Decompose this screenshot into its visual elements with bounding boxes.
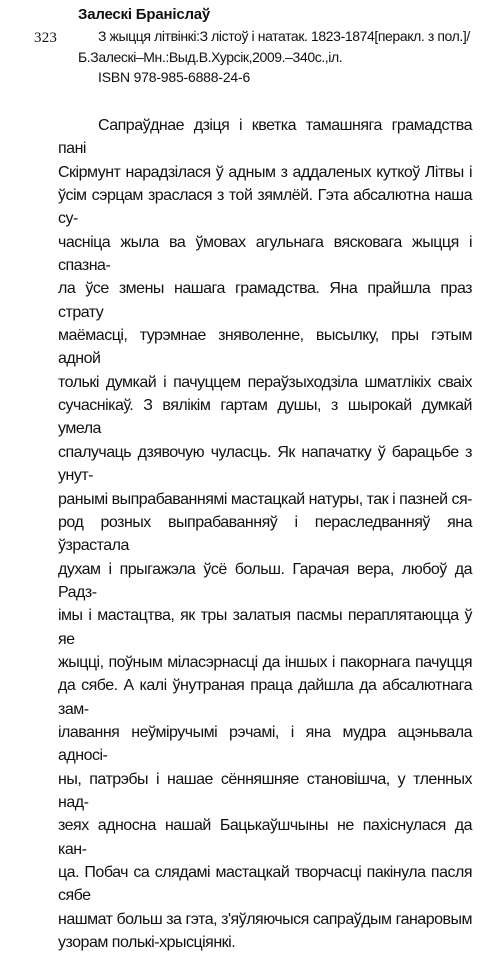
card-author: Залескі Браніслаў — [78, 6, 211, 23]
annotation-line: Скірмунт нарадзілася ў адным з аддаленых куткоў Літвы і — [58, 163, 472, 181]
annotation-line: ла ўсе змены нашага грамадства. Яна прайшла праз страту — [58, 280, 472, 321]
annotation-line: Сапраўднае дзіця і кветка тамашняга грамадства пані — [58, 117, 472, 158]
card-isbn: ISBN 978-985-6888-24-6 — [98, 69, 251, 85]
annotation-line: узорам полькі-хрысціянкі. — [58, 934, 236, 952]
catalog-card — [0, 0, 494, 92]
annotation-line: нашмат больш за гэта, з'яўляючыся сапраўдым ганаровым — [58, 910, 472, 928]
annotation-line: жыцці, поўным міласэрнасці да іншых і пакорнага пачуцця — [58, 653, 472, 671]
annotation-line: зеях адноснa нашай Бацькаўшчыны не пахіснулася да кан- — [58, 817, 472, 858]
annotation-line: спалучаць дзявочую чуласць. Як напачатку ў барацьбе з унут- — [58, 443, 472, 485]
annotation-line: сучаснікаў. З вялікім гартам душы, з шырокай думкай умела — [58, 397, 472, 438]
annotation-line: да сябе. А калі ўнутраная праца дайшла да абсалютнага зам- — [58, 677, 472, 718]
card-number: 323 — [34, 30, 58, 46]
annotation-line: ілавання неўміручымі рэчамі, і яна мудра ацэньвала адносі- — [58, 723, 472, 765]
annotation-line: маёмасці, турэмнае зняволенне, высылку, пры гэтым адной — [58, 327, 472, 368]
annotation-line: род розных выпрабаванняў і пераследванняў яна ўзрастала — [58, 513, 472, 555]
annotation-text — [58, 114, 472, 954]
annotation-line: ўсім сэрцам зраслася з той зямлёй. Гэта абсалютна наша су- — [58, 187, 472, 228]
annotation-line: часніца жыла ва ўмовах агульнага вясковага жыцця і спазна- — [58, 233, 472, 275]
annotation-line: ца. Побач са слядамі мастацкай творчасці пакінула пасля сябе — [58, 864, 472, 905]
annotation-line: духам і прыгажэла ўсё больш. Гарачая вера, любоў да Радз- — [58, 560, 472, 601]
annotation-line: імы і мастацтва, як тры залатыя пасмы пераплятаюцца ў яе — [58, 607, 472, 648]
annotation-line: толькі думкай і пачуццем пераўзыходзіла шматлікіх сваіх — [58, 373, 472, 391]
annotation-line: ны, патрэбы і нашае сённяшняе становішча, у тленных над- — [58, 770, 472, 811]
card-description: З жыцця літвінкі:З лістоў і нататак. 1823-1874[перакл. з пол.]/Б.Залескі–Мн.:Выд.В.Хурсік,2009.–340с.,іл. — [78, 28, 470, 65]
annotation-line: ранымі выпрабаваннямі мастацкай натуры, так і пазней ся- — [58, 490, 472, 508]
